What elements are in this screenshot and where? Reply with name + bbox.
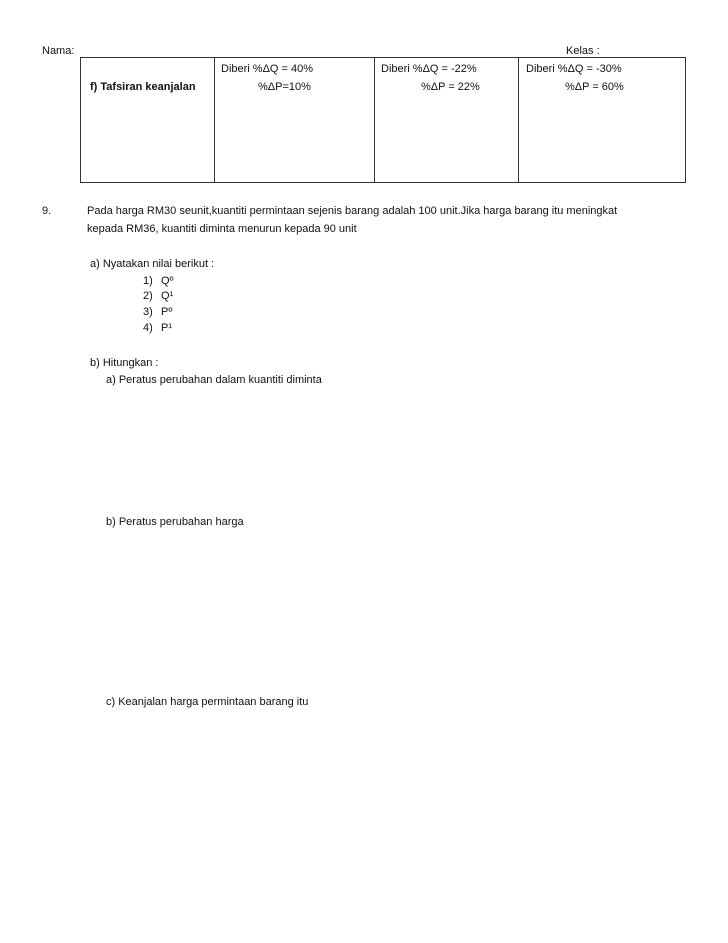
table-divider <box>214 58 215 182</box>
subquestion-price-change: b) Peratus perubahan harga <box>106 516 244 528</box>
given-price-change: %ΔP = 22% <box>421 81 480 93</box>
list-item <box>143 322 172 334</box>
question-text: Pada harga RM30 seunit,kuantiti permintaan sejenis barang adalah 100 unit.Jika harga barang itu meningkat <box>87 205 618 217</box>
subquestion-price-elasticity: c) Keanjalan harga permintaan barang itu <box>106 696 309 708</box>
table-divider <box>374 58 375 182</box>
list-item-text: P¹ <box>161 322 172 334</box>
question-text: kepada RM36, kuantiti diminta menurun kepada 90 unit <box>87 223 357 235</box>
list-item-number: 3) <box>143 306 153 318</box>
given-quantity-change: Diberi %ΔQ = 40% <box>221 63 314 75</box>
part-a-label: a) Nyatakan nilai berikut : <box>90 258 215 270</box>
list-item-number: 1) <box>143 275 153 287</box>
list-item-text: Pº <box>161 306 173 318</box>
question-number: 9. <box>42 205 52 217</box>
subquestion-quantity-change: a) Peratus perubahan dalam kuantiti diminta <box>106 374 322 386</box>
name-label: Nama: <box>42 45 75 57</box>
list-item-text: Qº <box>161 275 174 287</box>
table-divider <box>518 58 519 182</box>
list-item <box>143 306 172 318</box>
list-item-number: 4) <box>143 322 153 334</box>
class-label: Kelas : <box>566 45 600 57</box>
table-row-label: f) Tafsiran keanjalan <box>90 81 196 93</box>
elasticity-table <box>80 57 686 183</box>
list-item <box>143 275 174 287</box>
list-item <box>143 290 173 302</box>
part-b-label: b) Hitungkan : <box>90 357 159 369</box>
given-quantity-change: Diberi %ΔQ = -22% <box>381 63 477 75</box>
list-item-number: 2) <box>143 290 153 302</box>
given-price-change: %ΔP = 60% <box>565 81 624 93</box>
given-price-change: %ΔP=10% <box>258 81 311 93</box>
given-quantity-change: Diberi %ΔQ = -30% <box>526 63 622 75</box>
list-item-text: Q¹ <box>161 290 174 302</box>
